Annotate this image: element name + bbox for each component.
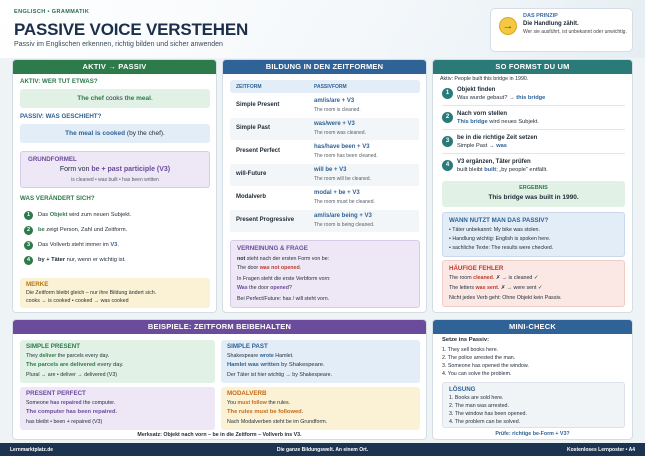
change-key: Objekt [49, 212, 68, 218]
divider [442, 129, 625, 130]
negation-line [237, 256, 329, 262]
ex-p1: Hamlet was written [227, 362, 280, 368]
solution-item: 3. The window has been opened. [449, 411, 527, 417]
change-item [38, 212, 131, 218]
row-form: am/is/are being + V3 [314, 213, 372, 219]
negation-label: VERNEINUNG & FRAGE [237, 245, 308, 252]
step-number: 1 [442, 88, 453, 99]
errors-label: HÄUFIGE FEHLER [449, 265, 504, 272]
error-item [449, 285, 542, 291]
arrow-right-icon: → [499, 17, 517, 35]
example-label: SIMPLE PRESENT [26, 343, 80, 350]
change-key: be [38, 227, 45, 233]
change-item [38, 257, 126, 263]
principle-box [490, 8, 633, 52]
change-item [38, 242, 119, 248]
negation-example [237, 265, 301, 271]
change-item [38, 227, 127, 233]
q-subj: the door [247, 285, 271, 291]
task-item: 4. You can solve the problem. [442, 371, 512, 377]
change-post: nur, wenn er wichtig ist. [65, 257, 126, 263]
change-key: by + Täter [38, 257, 66, 263]
formula-box [20, 151, 210, 188]
formula-examples: is cleaned • was built • has been written [71, 177, 159, 183]
example-passive [26, 409, 117, 415]
row-tense: Simple Past [236, 125, 271, 131]
col-tense: ZEITFORM [236, 84, 262, 90]
ex-a2: deliver [39, 353, 57, 359]
q-verb: opened [270, 285, 289, 291]
task-item: 3. Someone has opened the window. [442, 363, 529, 369]
formula-label: GRUNDFORMEL [28, 156, 77, 163]
example-note: Der Täter ist hier wichtig → by Shakespeare. [227, 372, 333, 378]
footer-info: Kostenloses Lernposter • A4 [567, 447, 635, 453]
footer [0, 443, 645, 456]
ex-a3: the rules. [266, 400, 291, 406]
step-number: 3 [24, 241, 33, 250]
step-sub-b: this bridge [516, 95, 546, 101]
aktiv-label: AKTIV: WER TUT ETWAS? [20, 78, 98, 85]
step-number: 2 [442, 112, 453, 123]
when-item: • Täter unbekannt: My bike was stolen. [449, 227, 540, 233]
panel-header: BEISPIELE: ZEITFORM BEIBEHALTEN [13, 320, 426, 334]
change-pre: Das Vollverb steht immer im [38, 242, 111, 248]
page-subtitle: Passiv im Englischen erkennen, richtig bilden und sicher anwenden [14, 41, 223, 48]
task-item: 2. The police arrested the man. [442, 355, 516, 361]
step-sub [457, 167, 548, 173]
ex-a1: You [227, 400, 238, 406]
row-tense: Present Progressive [236, 217, 295, 223]
kicker: ENGLISCH • GRAMMATIK [14, 9, 90, 15]
example-label: MODALVERB [227, 390, 267, 397]
example-card [221, 387, 420, 430]
example-note: Nach Modalverben steht be im Grundform. [227, 419, 328, 425]
header [0, 0, 645, 58]
row-example: The room will be cleaned. [314, 176, 371, 182]
panel-header: SO FORMST DU UM [433, 60, 632, 74]
step-sub-a: Was wurde gebaut? → [457, 95, 517, 101]
task-item: 1. They sell books here. [442, 347, 499, 353]
panel-aktiv-passiv [12, 59, 217, 313]
negation-box [230, 240, 420, 308]
ex-a1: Shakespeare [227, 353, 260, 359]
table-row [230, 164, 419, 186]
page-title: PASSIVE VOICE VERSTEHEN [14, 20, 249, 39]
example-card [20, 340, 215, 383]
panel-umformen [432, 59, 633, 313]
aktiv-subject: The chef [77, 95, 104, 102]
active-example: Aktiv: People built this bridge in 1990. [440, 76, 529, 82]
change-pre: Das [38, 212, 50, 218]
err-fix: . ✗ → is cleaned ✓ [492, 275, 539, 281]
when-item: • Handlung wichtig: English is spoken here. [449, 236, 551, 242]
row-tense: Simple Present [236, 102, 280, 108]
row-example: The room has been cleaned. [314, 153, 378, 159]
step-sub [457, 95, 545, 101]
task-label: Setze ins Passiv: [442, 337, 490, 343]
passiv-verb: cooked [102, 130, 126, 137]
panel-header: MINI-CHECK [433, 320, 632, 334]
footer-brand: Lernmarktplatz.de [10, 447, 54, 453]
panel-zeitformen [222, 59, 427, 313]
step-sub-b: was [496, 143, 507, 149]
table-row [230, 95, 419, 117]
step-number: 3 [442, 136, 453, 147]
example-label: PRESENT PERFECT [26, 390, 86, 397]
err-wrong: cleaned [473, 275, 493, 281]
neg-verb: was not opened [259, 265, 300, 271]
error-note: Nicht jedes Verb geht: Ohne Objekt kein Passiv. [449, 295, 562, 301]
step-title: V3 ergänzen, Täter prüfen [457, 159, 531, 165]
panel-mini-check [432, 319, 633, 440]
when-item: • sachliche Texte: The results were checked. [449, 245, 554, 251]
ex-a2: must follow [237, 400, 267, 406]
ex-p2: by Shakespeare. [279, 362, 325, 368]
example-card [221, 340, 420, 383]
row-form: was/were + V3 [314, 121, 355, 127]
error-item [449, 275, 538, 281]
footer-slogan: Die ganze Bildungswelt. An einem Ort. [276, 447, 369, 453]
ex-p1: The computer has been repaired [26, 409, 116, 415]
step-sub [457, 119, 539, 125]
ex-p2: . [301, 409, 304, 415]
step-number: 2 [24, 226, 33, 235]
err-fix: . ✗ → were sent ✓ [497, 285, 543, 291]
col-form: PASSIVFORM [314, 84, 347, 90]
question-note: Bei Perfect/Future: has / will steht vorn. [237, 296, 330, 302]
question-rule: In Fragen steht die erste Verbform vorn: [237, 276, 331, 282]
change-post: zeigt Person, Zahl und Zeitform. [44, 227, 128, 233]
ex-a2: wrote [259, 353, 274, 359]
ex-a2: has repaired [50, 400, 82, 406]
example-note: has bleibt • been + repaired (V3) [26, 419, 103, 425]
principle-bold: Die Handlung zählt. [523, 21, 579, 27]
table-header [230, 80, 420, 93]
question-example [237, 285, 292, 291]
aktiv-example [20, 89, 210, 108]
passiv-example [20, 124, 210, 143]
panel-header: AKTIV → PASSIV [13, 60, 216, 74]
solution-item: 4. The problem can be solved. [449, 419, 521, 425]
passiv-label: PASSIV: WAS GESCHIEHT? [20, 113, 102, 120]
changes-label: WAS VERÄNDERT SICH? [20, 195, 95, 202]
neg-not: not [237, 256, 246, 262]
row-form: modal + be + V3 [314, 190, 360, 196]
step-sub-b: This bridge [457, 119, 488, 125]
neg-rule: steht nach der ersten Form von be: [245, 256, 330, 262]
solution-item: 1. Books are sold here. [449, 395, 504, 401]
step-sub-b: built [484, 167, 497, 173]
passiv-subject: The meal [65, 130, 94, 137]
solution-box [442, 382, 625, 428]
example-passive [26, 362, 124, 368]
step-sub-a: built bleibt [457, 167, 485, 173]
formula-prefix: Form von [59, 166, 92, 173]
q-was: Was [237, 285, 248, 291]
passiv-be: is [93, 130, 103, 137]
table-row [230, 187, 419, 209]
row-form: am/is/are + V3 [314, 98, 355, 104]
example-passive [227, 362, 325, 368]
merke-examples: cooks → is cooked • cooked → was cooked [26, 298, 129, 304]
result-label: ERGEBNIS [519, 185, 548, 191]
ex-p1: The parcels are delivered [26, 362, 96, 368]
merke-text: Die Zeitform bleibt gleich – nur ihre Bildung ändert sich. [26, 290, 157, 296]
ex-a3: Hamlet. [273, 353, 294, 359]
formula-pp: past participle (V3) [107, 166, 171, 173]
change-key: V3 [110, 242, 118, 248]
panel-beispiele [12, 319, 427, 440]
step-title: Nach vorn stellen [457, 111, 508, 117]
ex-a1: They [26, 353, 40, 359]
row-form: has/have been + V3 [314, 144, 370, 150]
aktiv-end: . [150, 95, 153, 102]
step-number: 1 [24, 211, 33, 220]
step-sub-c: wird neues Subjekt. [487, 119, 539, 125]
example-note: Plural → are • deliver → delivered (V3) [26, 372, 118, 378]
result-box [442, 181, 625, 207]
formula-plus: + [99, 166, 108, 173]
check-hint: Prüfe: richtige be-Form + V3? [495, 431, 570, 437]
step-number: 4 [442, 160, 453, 171]
example-active [26, 400, 115, 406]
divider [442, 105, 625, 106]
ex-p2: . [115, 409, 118, 415]
row-tense: Present Perfect [236, 148, 281, 154]
example-active [227, 353, 294, 359]
merke-box [20, 278, 210, 308]
when-label: WANN NUTZT MAN DAS PASSIV? [449, 217, 549, 224]
passiv-end: (by the chef). [125, 130, 165, 137]
example-active [26, 353, 109, 359]
ex-a3: the computer. [81, 400, 116, 406]
table-row [230, 210, 419, 232]
errors-box [442, 260, 625, 307]
neg-subj: The door [237, 265, 260, 271]
merke-label: MERKE [26, 281, 49, 288]
aktiv-object: the meal [124, 95, 151, 102]
divider [442, 153, 625, 154]
ex-p1: The rules must be followed [227, 409, 302, 415]
ex-a3: the parcels every day. [56, 353, 110, 359]
err-pre: The letters [449, 285, 476, 291]
step-sub-a: Simple Past → [457, 143, 497, 149]
neg-end: . [299, 265, 302, 271]
principle-text: Wer sie ausführt, ist unbekannt oder unwichtig. [523, 29, 627, 35]
principle-heading: DAS PRINZIP [523, 13, 558, 19]
when-box [442, 212, 625, 257]
solution-label: LÖSUNG [449, 386, 476, 393]
row-form: will be + V3 [314, 167, 347, 173]
ex-p2: every day. [95, 362, 124, 368]
err-pre: The room [449, 275, 474, 281]
table-row [230, 141, 419, 163]
row-example: The room was cleaned. [314, 130, 366, 136]
change-post: wird zum neuen Subjekt. [67, 212, 132, 218]
example-passive [227, 409, 303, 415]
err-wrong: was sent [475, 285, 498, 291]
step-sub [457, 143, 507, 149]
change-post: . [117, 242, 119, 248]
step-sub-c: ; „by people“ entfällt. [496, 167, 548, 173]
row-tense: will-Future [236, 171, 267, 177]
merksatz: Merksatz: Objekt nach vorn – be in die Zeitform – Vollverb ins V3. [137, 432, 302, 438]
q-end: ? [288, 285, 292, 291]
step-title: Objekt finden [457, 87, 496, 93]
ex-a1: Someone [26, 400, 51, 406]
step-title: be in die richtige Zeit setzen [457, 135, 538, 141]
row-example: The room is cleaned. [314, 107, 361, 113]
row-example: The room must be cleaned. [314, 199, 375, 205]
solution-item: 2. The man was arrested. [449, 403, 509, 409]
formula-be: be [91, 166, 100, 173]
example-card [20, 387, 215, 430]
example-label: SIMPLE PAST [227, 343, 268, 350]
row-tense: Modalverb [236, 194, 267, 200]
table-row [230, 118, 419, 140]
step-number: 4 [24, 256, 33, 265]
result-text: This bridge was built in 1990. [488, 194, 579, 201]
example-active [227, 400, 290, 406]
panel-header: BILDUNG IN DEN ZEITFORMEN [223, 60, 426, 74]
row-example: The room is being cleaned. [314, 222, 375, 228]
aktiv-verb: cooks [103, 95, 125, 102]
